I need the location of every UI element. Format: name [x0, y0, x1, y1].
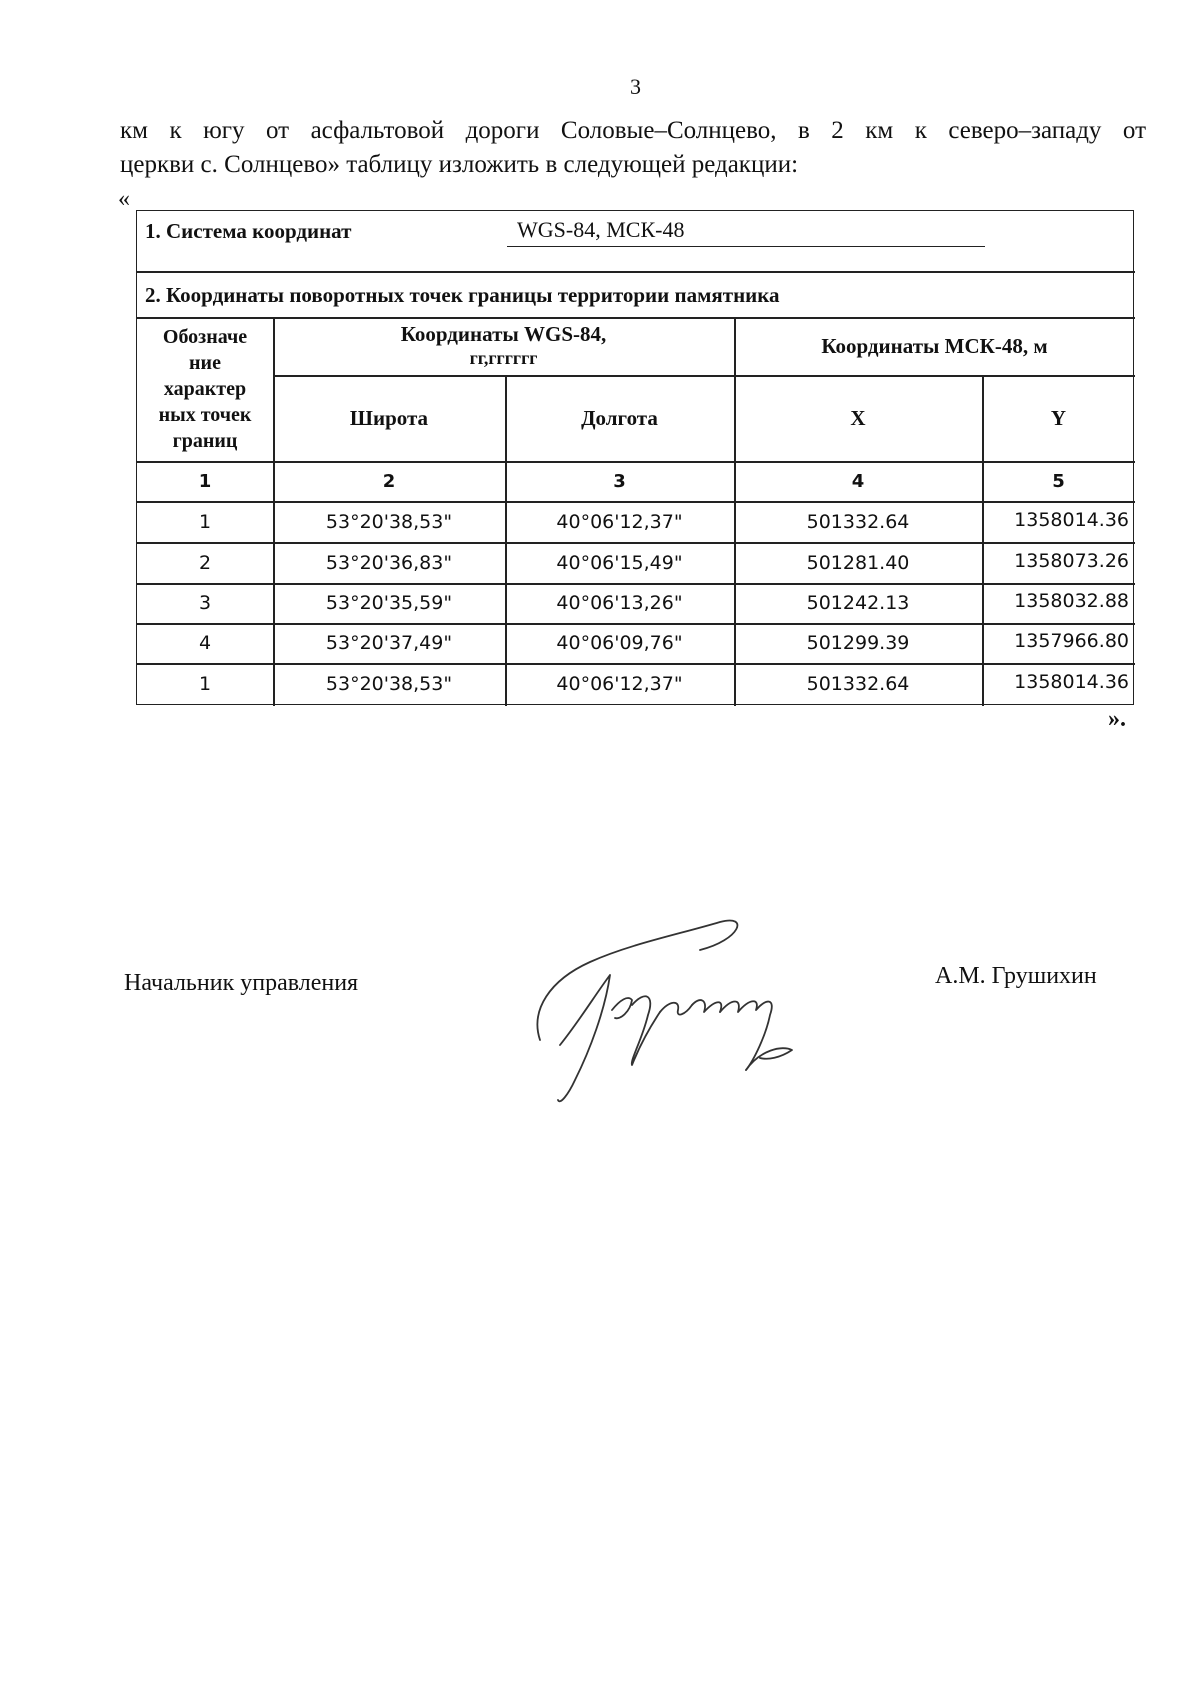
y-value: 1358073.26: [1014, 549, 1129, 572]
designation-line: границ: [172, 430, 238, 452]
designation-line: ние: [189, 352, 221, 374]
point-id: 2: [198, 551, 212, 574]
signatory-title: Начальник управления: [124, 970, 359, 996]
designation-line: характер: [163, 378, 247, 400]
signatory-name: А.М. Грушихин: [935, 963, 1097, 989]
x-header: X: [850, 405, 866, 430]
x-value: 501299.39: [806, 632, 910, 654]
x-value: 501242.13: [806, 592, 910, 614]
column-number: 3: [613, 470, 626, 492]
x-value: 501281.40: [806, 551, 910, 574]
column-number: 5: [1052, 470, 1065, 492]
wgs-unit: гг,гггггг: [469, 348, 538, 368]
boundary-points-heading: 2. Координаты поворотных точек границы территории памятника: [145, 283, 780, 307]
coordinate-system-value: WGS-84, МСК-48: [507, 217, 985, 247]
close-quote: ».: [1108, 706, 1126, 732]
longitude-value: 40°06'12,37": [556, 510, 683, 533]
x-value: 501332.64: [806, 672, 910, 695]
designation-line: Обозначе: [162, 326, 248, 348]
column-number: 1: [198, 470, 212, 492]
point-id: 1: [198, 510, 212, 533]
page-number: 3: [630, 74, 641, 99]
latitude-header: Широта: [349, 405, 429, 430]
longitude-value: 40°06'13,26": [556, 592, 683, 614]
longitude-value: 40°06'15,49": [556, 551, 683, 574]
paragraph-line-2: церкви с. Солнцево» таблицу изложить в следующей редакции:: [120, 151, 799, 178]
y-value: 1358014.36: [1014, 508, 1129, 531]
designation-line: ных точек: [158, 404, 252, 426]
latitude-value: 53°20'37,49": [325, 632, 453, 654]
wgs-header: [273, 317, 734, 375]
paragraph-line-1: км к югу от асфальтовой дороги Соловые–Солнцево, в 2 км к северо–западу от: [120, 117, 1146, 144]
longitude-value: 40°06'09,76": [556, 632, 683, 654]
point-id: 3: [198, 592, 212, 614]
longitude-header: Долгота: [581, 405, 658, 430]
latitude-value: 53°20'38,53": [325, 510, 453, 533]
point-id: 4: [198, 632, 212, 654]
column-number: 2: [382, 470, 396, 492]
latitude-value: 53°20'36,83": [325, 551, 453, 574]
x-value: 501332.64: [806, 510, 910, 533]
open-quote: «: [118, 186, 130, 212]
designation-header: [137, 317, 273, 461]
y-header: Y: [1050, 405, 1067, 430]
y-value: 1357966.80: [1014, 630, 1129, 652]
intro-paragraph: [120, 114, 1146, 182]
coordinate-system-label: 1. Система координат: [145, 219, 352, 243]
y-value: 1358032.88: [1014, 590, 1129, 612]
column-number: 4: [851, 470, 865, 492]
coordinates-table: [136, 210, 1134, 705]
y-value: 1358014.36: [1014, 670, 1129, 693]
longitude-value: 40°06'12,37": [556, 672, 683, 695]
latitude-value: 53°20'38,53": [325, 672, 453, 695]
latitude-value: 53°20'35,59": [325, 592, 453, 614]
msk-header: Координаты МСК-48, м: [821, 333, 1048, 358]
wgs-title: Координаты WGS-84,: [400, 322, 607, 346]
handwritten-signature: [520, 900, 830, 1110]
point-id: 1: [198, 672, 212, 695]
